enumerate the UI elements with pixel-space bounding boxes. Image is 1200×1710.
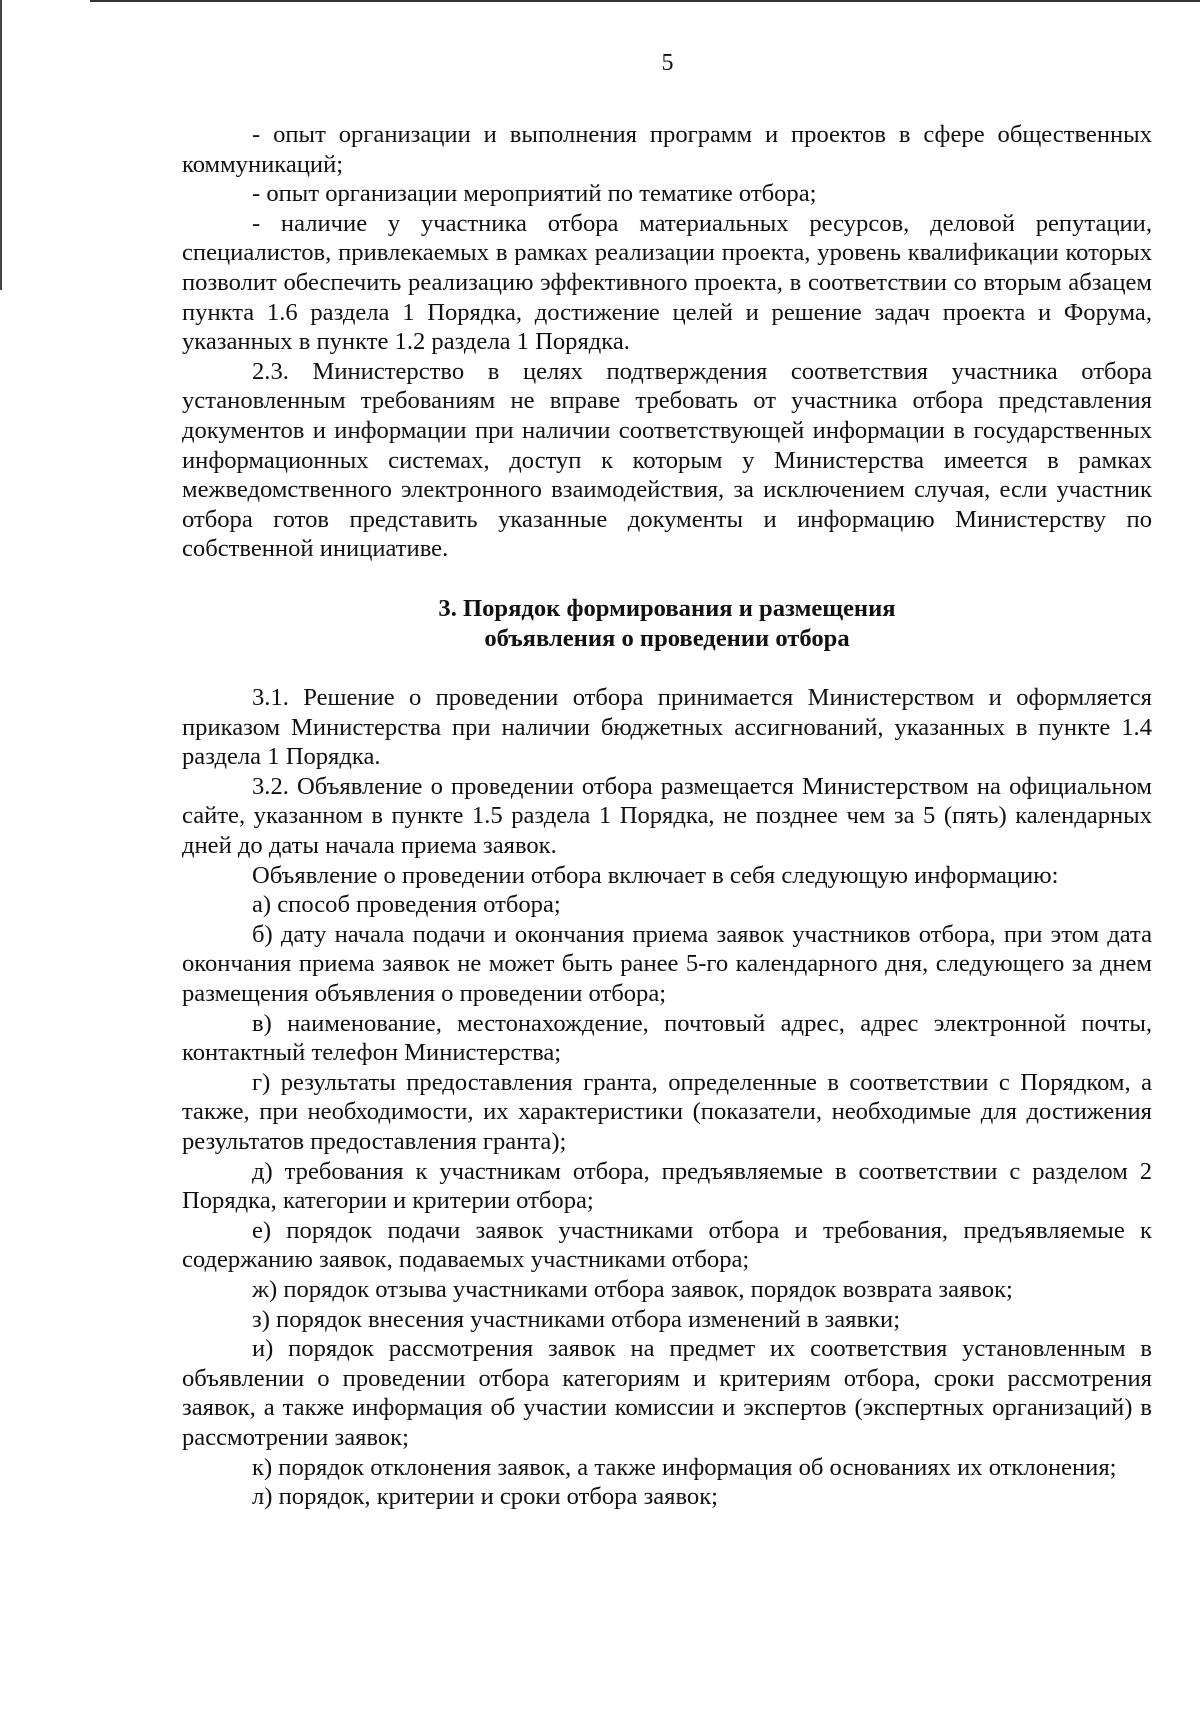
- document-body: [182, 120, 1152, 1512]
- list-item: г) результаты предоставления гранта, определенные в соответствии с Порядком, а также, при необходимости, их характеристики (показатели, необходимые для достижения результатов предоставления гранта);: [182, 1068, 1152, 1155]
- list-item: б) дату начала подачи и окончания приема заявок участников отбора, при этом дата окончания приема заявок не может быть ранее 5-го календарного дня, следующего за днем размещения объявления о проведении отбора;: [182, 920, 1152, 1008]
- paragraph: - наличие у участника отбора материальных ресурсов, деловой репутации, специалистов, привлекаемых в рамках реализации проекта, уровень квалификации которых позволит обеспечить реализацию эффективного проекта, в соответствии со вторым абзацем пункта 1.6 раздела 1 Порядка, достижение целей и решение задач проекта и Форума, указанных в пункте 1.2 раздела 1 Порядка.: [182, 209, 1152, 356]
- paragraph: - опыт организации мероприятий по тематике отбора;: [252, 180, 817, 208]
- list-item: л) порядок, критерии и сроки отбора заявок;: [252, 1483, 719, 1511]
- paragraph: 3.1. Решение о проведении отбора принимается Министерством и оформляется приказом Министерства при наличии бюджетных ассигнований, указанных в пункте 1.4 раздела 1 Порядка.: [182, 684, 1152, 771]
- list-item: д) требования к участникам отбора, предъявляемые в соответствии с разделом 2 Порядка, категории и критерии отбора;: [182, 1157, 1152, 1215]
- paragraph: 2.3. Министерство в целях подтверждения соответствия участника отбора установленным требованиям не вправе требовать от участника отбора представления документов и информации при наличии соответствующей информации в государственных информационных системах, доступ к которым у Министерства имеется в рамках межведомственного электронного взаимодействия, за исключением случая, если участник отбора готов представить указанные документы и информацию Министерству по собственной инициативе.: [182, 357, 1152, 563]
- section-heading-line: 3. Порядок формирования и размещения: [438, 594, 896, 622]
- list-item: е) порядок подачи заявок участниками отбора и требования, предъявляемые к содержанию заявок, подаваемых участниками отбора;: [182, 1216, 1152, 1274]
- list-item: к) порядок отклонения заявок, а также информация об основаниях их отклонения;: [252, 1453, 1117, 1481]
- list-item: в) наименование, местонахождение, почтовый адрес, адрес электронной почты, контактный телефон Министерства;: [182, 1009, 1152, 1067]
- list-item: и) порядок рассмотрения заявок на предмет их соответствия установленным в объявлении о проведении отбора категориям и критериям отбора, сроки рассмотрения заявок, а также информация об участии комиссии и экспертов (экспертных организаций) в рассмотрении заявок;: [182, 1335, 1152, 1451]
- paragraph: 3.2. Объявление о проведении отбора размещается Министерством на официальном сайте, указанном в пункте 1.5 раздела 1 Порядка, не позднее чем за 5 (пять) календарных дней до даты начала приема заявок.: [182, 772, 1152, 860]
- paragraph: Объявление о проведении отбора включает в себя следующую информацию:: [252, 861, 1059, 889]
- list-item: а) способ проведения отбора;: [252, 891, 561, 919]
- page-number: 5: [661, 50, 674, 76]
- section-heading-line: объявления о проведении отбора: [484, 624, 850, 652]
- paragraph: - опыт организации и выполнения программ и проектов в сфере общественных коммуникаций;: [182, 121, 1152, 178]
- list-item: з) порядок внесения участниками отбора изменений в заявки;: [252, 1305, 901, 1333]
- scan-edge-top: [90, 0, 1200, 2]
- scan-edge-left: [0, 0, 2, 290]
- list-item: ж) порядок отзыва участниками отбора заявок, порядок возврата заявок;: [252, 1275, 1013, 1303]
- section-heading: [182, 594, 1152, 653]
